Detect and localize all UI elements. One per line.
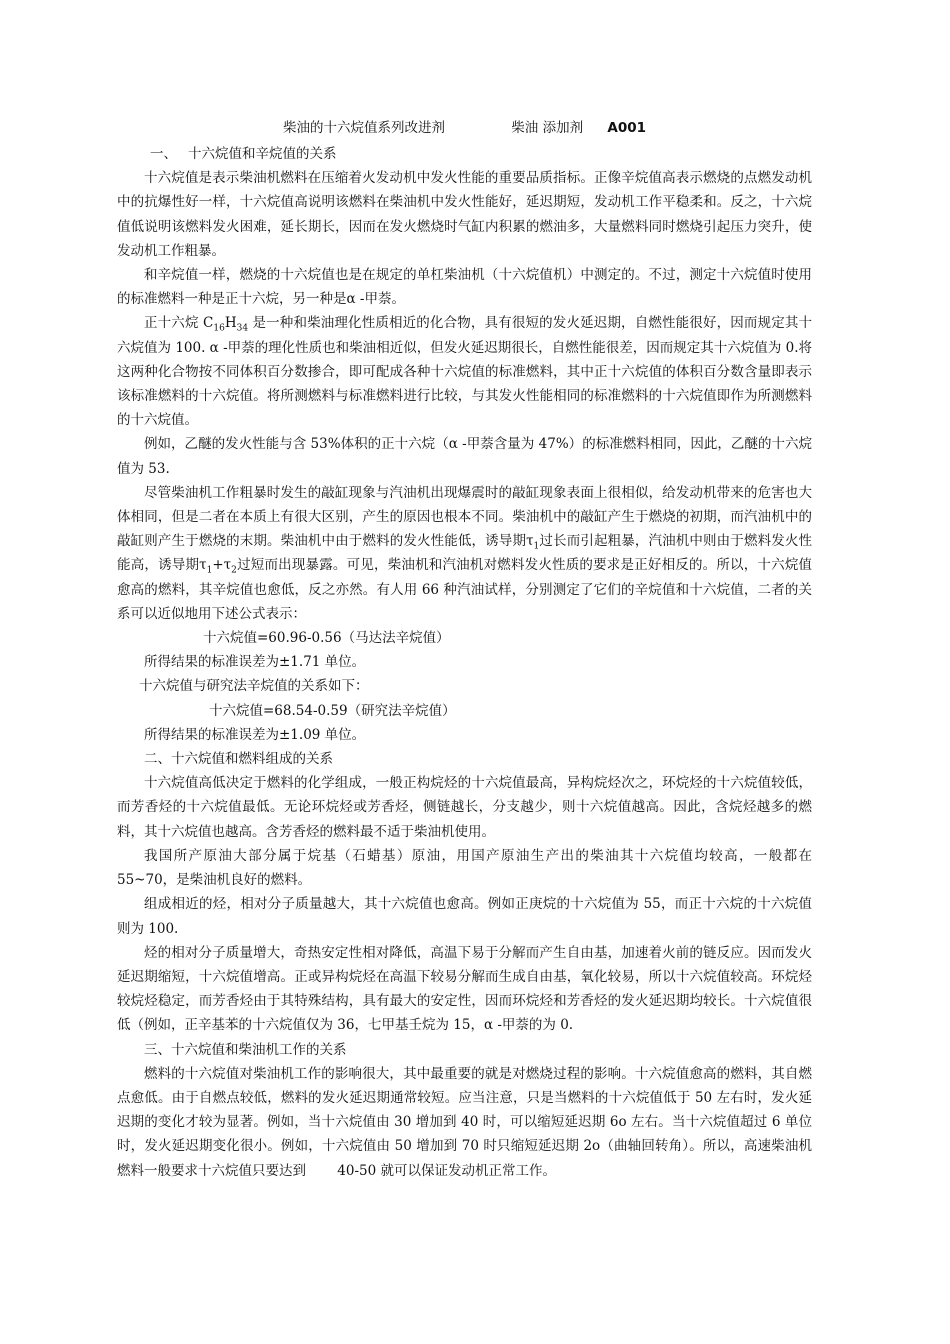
standard-error-1: 所得结果的标准误差为±1.71 单位。 xyxy=(144,654,366,671)
p3-sub-34: 34 xyxy=(236,324,249,335)
paragraph-9: 烃的相对分子质量增大，奇热安定性相对降低，高温下易于分解而产生自由基，加速着火前的链反应。因而发火延迟期缩短，十六烷值增高。正或异构烷烃在高温下较易分解而生成自由基，氧化较易，所以十六烷值较高。环烷烃较烷烃稳定，而芳香烃由于其特殊结构，具有最大的安定性，因而环烷烃和芳香烃的发火延迟期均较长。十六烷值很低（例如，正辛基苯的十六烷值仅为 36，七甲基壬烷为 15，α -甲萘的为 0. xyxy=(117,944,812,1034)
title-text: 柴油的十六烷值系列改进剂 xyxy=(282,120,445,136)
p5-part-d: 过短而出现暴露。可见，柴油机和汽油机对燃料发火性质的要求是正好相反的。所以，十六烷值愈高的燃料，其辛烷值也愈低，反之亦然。有人用 66 种汽油试样，分别测定了它们的辛烷值和十六烷值，二者的关系可以近似地用下述公式表示： xyxy=(117,557,813,622)
paragraph-2: 和辛烷值一样，燃烧的十六烷值也是在规定的单杠柴油机（十六烷值机）中测定的。不过，测定十六烷值时使用的标准燃料一种是正十六烷，另一种是α -甲萘。 xyxy=(117,267,812,308)
document-page xyxy=(117,118,812,1183)
formula-research-method: 十六烷值=68.54-0.59（研究法辛烷值） xyxy=(209,702,456,719)
paragraph-1: 十六烷值是表示柴油机燃料在压缩着火发动机中发火性能的重要品质指标。正像辛烷值高表示燃烧的点燃发动机中的抗爆性好一样，十六烷值高说明该燃料在柴油机中发火性能好，延迟期短，发动机工作平稳柔和。反之，十六烷值低说明该燃料发火困难，延长期长，因而在发火燃烧时气缸内积累的燃油多，大量燃料同时燃烧引起压力突升，使发动机工作粗暴。 xyxy=(117,170,812,259)
document-title xyxy=(117,118,812,138)
p5-part-a: 尽管柴油机工作粗暴时发生的敲缸现象与汽油机出现爆震时的敲缸现象表面上很相似，给发动机带来的危害也大体相同，但是二者在本质上有很大区别，产生的原因也根本不同。柴油机中的敲缸产生于燃烧的初期，而汽油机中的敲缸则产生于燃烧的末期。柴油机中由于燃料的发火性能低，诱导期τ xyxy=(117,484,812,550)
title-code: A001 xyxy=(607,120,647,136)
paragraph-3 xyxy=(117,311,812,432)
section-1-heading: 一、 十六烷值和辛烷值的关系 xyxy=(150,146,337,162)
p5-sub-1b: 1 xyxy=(206,566,213,577)
paragraph-8: 组成相近的烃，相对分子质量越大，其十六烷值也愈高。例如正庚烷的十六烷值为 55，而正十六烷的十六烷值则为 100. xyxy=(117,896,812,937)
paragraph-5 xyxy=(117,481,812,626)
paragraph-10: 燃料的十六烷值对柴油机工作的影响很大，其中最重要的就是对燃烧过程的影响。十六烷值愈高的燃料，其自燃点愈低。由于自燃点较低，燃料的发火延迟期通常较短。应当注意，只是当燃料的十六烷值低于 50 左右时，发火延迟期的变化才较为显著。例如，当十六烷值由 30 增加到 40 时，可以缩短延迟期 6o 左右。当十六烷值超过 6 单位时，发火延迟期变化很小。例如，十六烷值由 50 增加到 70 时只缩短延迟期 2o（曲轴回转角）。所以，高速柴油机燃料一般要求十六烷值只要达到 40-50 就可以保证发动机正常工作。 xyxy=(117,1065,812,1179)
formula-motor-method: 十六烷值=60.96-0.56（马达法辛烷值） xyxy=(203,630,450,647)
section-3-heading: 三、十六烷值和柴油机工作的关系 xyxy=(144,1041,347,1058)
relation-research-method: 十六烷值与研究法辛烷值的关系如下： xyxy=(139,678,369,695)
title-tags: 柴油 添加剂 xyxy=(511,120,584,136)
paragraph-4: 例如，乙醚的发火性能与含 53%体积的正十六烷（α -甲萘含量为 47%）的标准燃料相同，因此，乙醚的十六烷值为 53. xyxy=(117,436,812,477)
p3-part-c: 是一种和柴油理化性质相近的化合物，具有很短的发火延迟期，自燃性能很好，因而规定其十六烷值为 100. α -甲萘的理化性质也和柴油相近似，但发火延迟期很长，自燃性能很差，因而规定其十六烷值为 0.将这两种化合物按不同体积百分数掺合，即可配成各种十六烷值的标准燃料，其中正十六烷值的体积百分数含量即表示该标准燃料的十六烷值。将所测燃料与标准燃料进行比较，与其发火性能相同的标准燃料的十六烷值即作为所测燃料的十六烷值。 xyxy=(117,315,812,429)
p3-sub-16: 16 xyxy=(213,324,225,335)
section-2-heading: 二、十六烷值和燃料组成的关系 xyxy=(144,751,333,768)
p3-part-b: H xyxy=(224,315,237,332)
paragraph-6: 十六烷值高低决定于燃料的化学组成，一般正构烷烃的十六烷值最高，异构烷烃次之，环烷烃的十六烷值较低，而芳香烃的十六烷值最低。无论环烷烃或芳香烃，侧链越长，分支越少，则十六烷值越高。因此，含烷烃越多的燃料，其十六烷值也越高。含芳香烃的燃料最不适于柴油机使用。 xyxy=(117,775,812,840)
paragraph-7: 我国所产原油大部分属于烷基（石蜡基）原油，用国产原油生产出的柴油其十六烷值均较高，一般都在 55~70，是柴油机良好的燃料。 xyxy=(117,847,812,889)
p5-sub-2: 2 xyxy=(231,566,237,577)
p5-part-b: 过长而引起粗暴，汽油机中则由于燃料发火性能高，诱导期τ xyxy=(117,533,812,574)
p5-sub-1: 1 xyxy=(533,541,540,552)
standard-error-2: 所得结果的标准误差为±1.09 单位。 xyxy=(144,726,366,743)
p5-part-c: +τ xyxy=(212,557,232,574)
p3-part-a: 正十六烷 C xyxy=(144,315,214,332)
